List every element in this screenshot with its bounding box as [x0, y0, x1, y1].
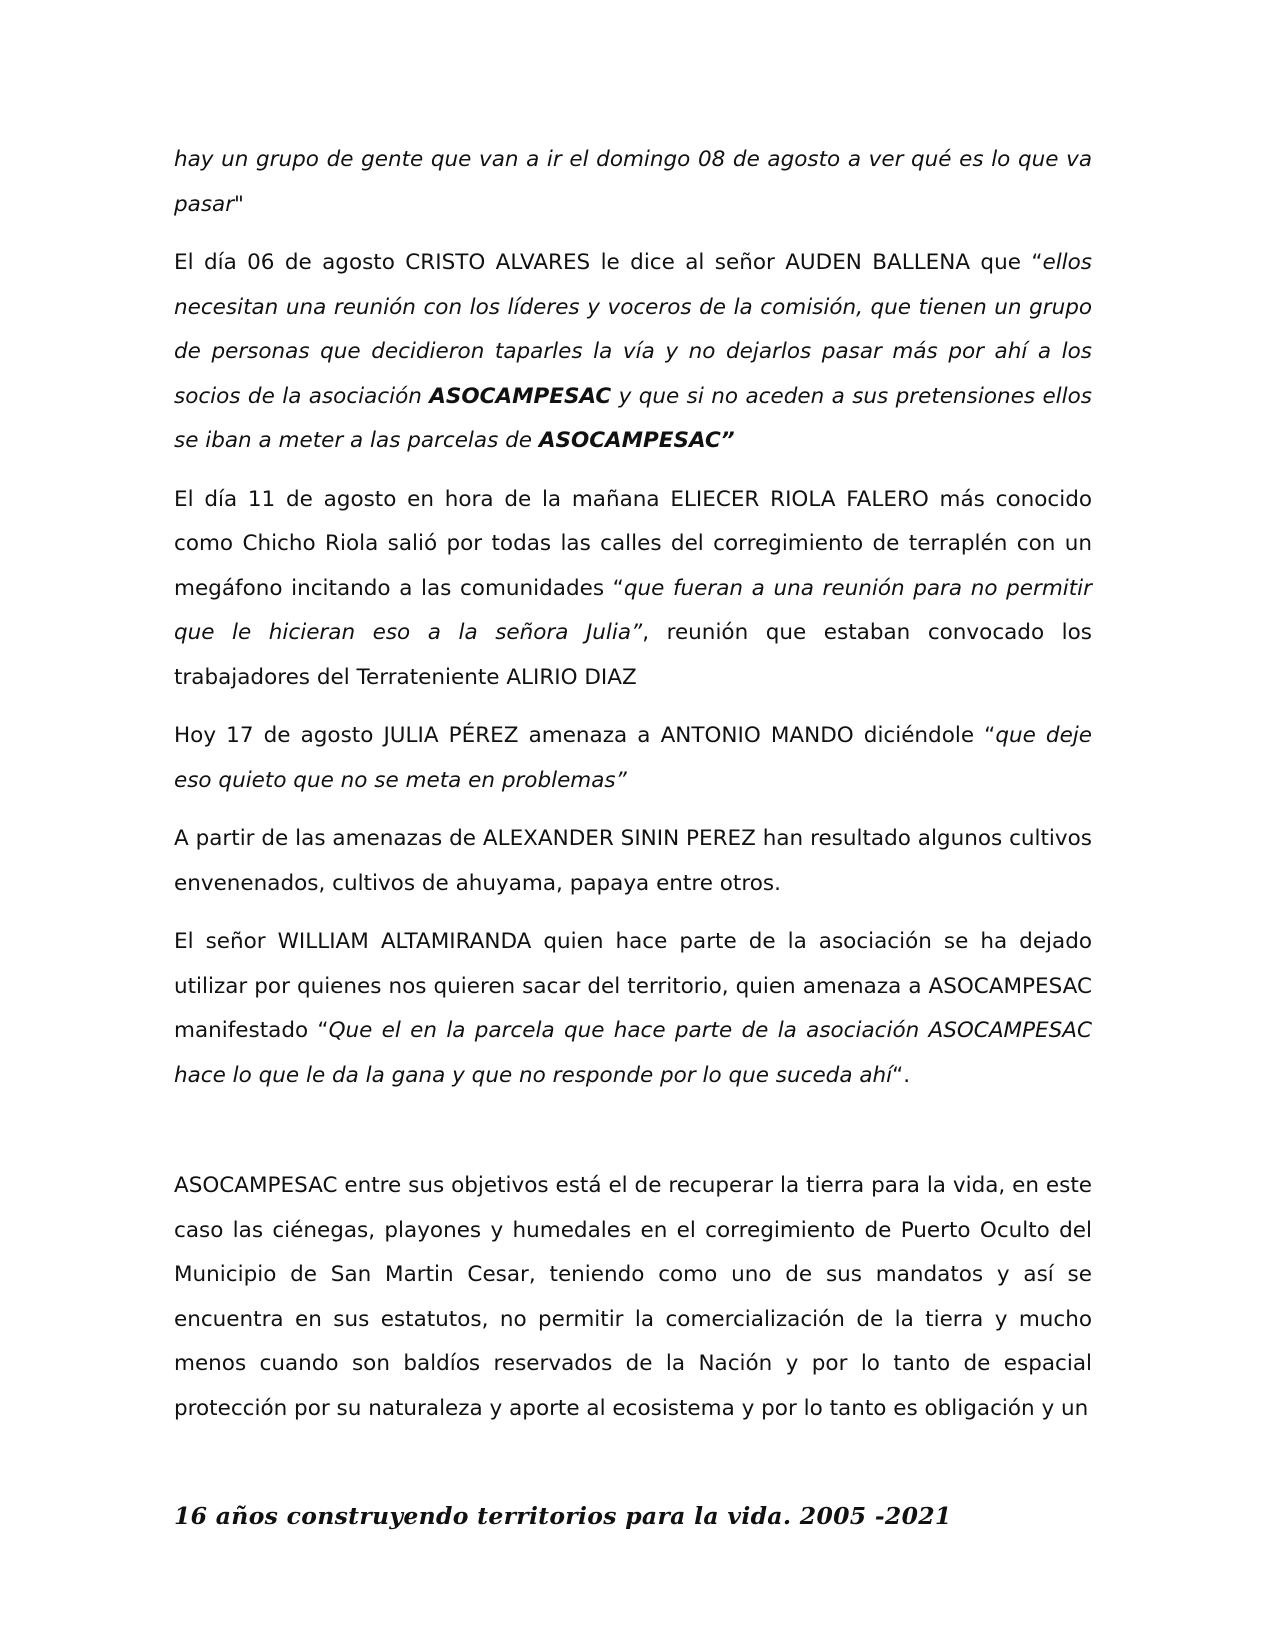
quote-text: y que si no aceden a sus pretensiones ellos se iban a meter a las parcelas de — [174, 383, 1092, 453]
quote-text: que fueran a una reunión para no permitir que le hicieran eso a la señora Julia” — [174, 575, 1092, 645]
quote-text: ellos necesitan una reunión con los líderes y voceros de la comisión, que tienen un grupo de personas que decidieron taparles la vía y no dejarlos pasar más por ahí a los socios de la asociación — [174, 250, 1092, 409]
paragraph-text: ASOCAMPESAC entre sus objetivos está el de recuperar la tierra para la vida, en este caso las ciénegas, playones y humedales en el corregimiento de Puerto Oculto del Municipio de San Martin Cesar, teniendo como uno de sus mandatos y así se encuentra en sus estatutos, no permitir la comercialización de la tierra y mucho menos cuando son baldíos reservados de la Nación y por lo tanto de espacial protección por su naturaleza y aporte al ecosistema y por lo tanto es obligación y un — [174, 1173, 1092, 1421]
page-footer: 16 años construyendo territorios para la vida. 2005 -2021 — [174, 1502, 952, 1530]
paragraph-text: El señor WILLIAM ALTAMIRANDA quien hace parte de la asociación se ha dejado utilizar por quienes nos quieren sacar del territorio, quien amenaza a ASOCAMPESAC manifestado “ — [174, 929, 1092, 1043]
paragraph-text: “. — [892, 1062, 911, 1088]
paragraph-1 — [174, 138, 1092, 227]
paragraph-3 — [174, 478, 1092, 701]
paragraph-text: " — [234, 191, 244, 217]
paragraph-text: A partir de las amenazas de ALEXANDER SININ PEREZ han resultado algunos cultivos envenenados, cultivos de ahuyama, papaya entre otros. — [174, 826, 1092, 896]
organization-name: ASOCAMPESAC — [429, 383, 612, 409]
paragraph-text: , reunión que estaban convocado los trabajadores del Terrateniente ALIRIO DIAZ — [174, 620, 1092, 690]
paragraph-text: El día 11 de agosto en hora de la mañana ELIECER RIOLA FALERO más conocido como Chicho Riola salió por todas las calles del corregimiento de terraplén con un megáfono incitando a las comunidades “ — [174, 486, 1092, 601]
paragraph-text: El día 06 de agosto CRISTO ALVARES le dice al señor AUDEN BALLENA que “ — [174, 250, 1043, 275]
paragraph-2 — [174, 241, 1092, 464]
paragraph-4 — [174, 714, 1092, 803]
quote-text: Que el en la parcela que hace parte de la asociación ASOCAMPESAC hace lo que le da la gana y que no responde por lo que suceda ahí — [174, 1018, 1092, 1088]
paragraph-text: Hoy 17 de agosto JULIA PÉREZ amenaza a ANTONIO MANDO diciéndole “ — [174, 723, 996, 748]
quote-text: hay un grupo de gente que van a ir el domingo 08 de agosto a ver qué es lo que va pasar — [174, 147, 1092, 217]
paragraph-5 — [174, 817, 1092, 906]
organization-name: ASOCAMPESAC” — [538, 428, 735, 453]
paragraph-6 — [174, 920, 1092, 1098]
paragraph-7 — [174, 1164, 1092, 1431]
quote-text: que deje eso quieto que no se meta en problemas” — [174, 723, 1092, 793]
document-body — [174, 138, 1092, 1445]
